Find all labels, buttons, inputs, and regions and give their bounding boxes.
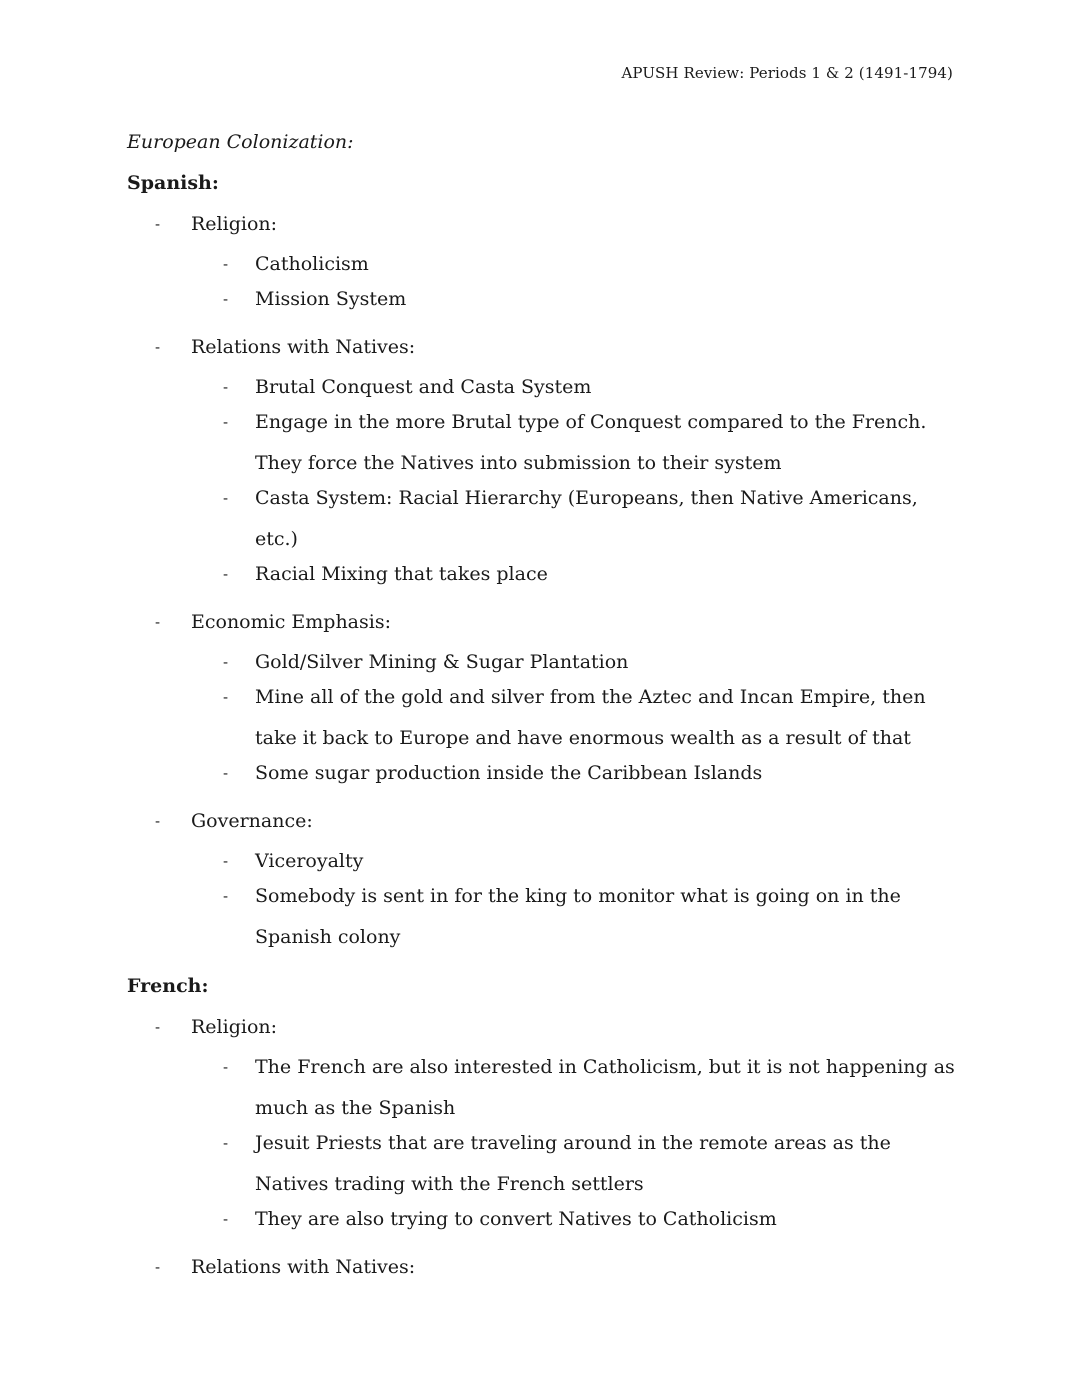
- list-item: [191, 554, 957, 596]
- topic-label: Relations with Natives:: [191, 1256, 416, 1278]
- topic-list-spanish: [127, 210, 957, 959]
- dash-bullet: -: [223, 289, 229, 308]
- dash-bullet: -: [223, 763, 229, 782]
- topic-label: Economic Emphasis:: [191, 611, 391, 633]
- item-list: [191, 244, 957, 320]
- topic-label: Relations with Natives:: [191, 336, 416, 358]
- topic-relations-with-natives: [127, 1253, 957, 1281]
- item-text: Engage in the more Brutal type of Conquest compared to the French. They force the Natives into submission to their system: [255, 410, 927, 474]
- section-title: European Colonization:: [127, 131, 354, 153]
- item-text: Viceroyalty: [255, 850, 364, 872]
- dash-bullet: -: [155, 812, 161, 830]
- item-list: [191, 841, 957, 959]
- list-item: [191, 279, 957, 321]
- list-item: [191, 1047, 957, 1130]
- dash-bullet: -: [223, 687, 229, 706]
- dash-bullet: -: [223, 886, 229, 905]
- dash-bullet: -: [155, 1017, 161, 1036]
- item-text: Gold/Silver Mining & Sugar Plantation: [255, 651, 629, 673]
- list-item: [191, 876, 957, 959]
- topic-governance: [127, 807, 957, 959]
- dash-bullet: -: [223, 1209, 229, 1228]
- item-text: Some sugar production inside the Caribbean Islands: [255, 761, 763, 784]
- item-list: [191, 642, 957, 794]
- item-text: Brutal Conquest and Casta System: [255, 376, 592, 398]
- dash-bullet: -: [155, 613, 161, 631]
- item-text: Racial Mixing that takes place: [255, 562, 548, 585]
- item-text: Jesuit Priests that are traveling around in the remote areas as the Natives trading with the French settlers: [255, 1131, 891, 1195]
- dash-bullet: -: [155, 1258, 161, 1276]
- dash-bullet: -: [155, 215, 161, 233]
- list-item: [191, 1199, 957, 1241]
- dash-bullet: -: [155, 338, 161, 356]
- item-text: Somebody is sent in for the king to monitor what is going on in the Spanish colony: [255, 884, 901, 948]
- list-item: [191, 1123, 957, 1206]
- topic-economic-emphasis: [127, 608, 957, 794]
- dash-bullet: -: [223, 1057, 229, 1076]
- group-title-spanish: Spanish:: [127, 172, 219, 194]
- page-header: APUSH Review: Periods 1 & 2 (1491-1794): [621, 64, 953, 82]
- topic-relations-with-natives: [127, 333, 957, 595]
- topic-religion: [127, 210, 957, 320]
- topic-label: Religion:: [191, 1015, 278, 1038]
- topic-religion: [127, 1013, 957, 1241]
- dash-bullet: -: [223, 255, 229, 273]
- dash-bullet: -: [223, 488, 229, 507]
- dash-bullet: -: [223, 378, 229, 396]
- item-text: They are also trying to convert Natives to Catholicism: [255, 1207, 777, 1230]
- dash-bullet: -: [223, 412, 229, 431]
- group-title-french: French:: [127, 974, 209, 997]
- dash-bullet: -: [223, 1133, 229, 1152]
- item-list: [191, 367, 957, 595]
- item-text: Catholicism: [255, 253, 369, 275]
- topic-label: Religion:: [191, 213, 278, 235]
- dash-bullet: -: [223, 852, 229, 870]
- item-text: The French are also interested in Catholicism, but it is not happening as much as the Spanish: [255, 1055, 955, 1119]
- item-list: [191, 1047, 957, 1241]
- dash-bullet: -: [223, 653, 229, 671]
- item-text: Casta System: Racial Hierarchy (Europeans, then Native Americans, etc.): [255, 486, 918, 550]
- list-item: [191, 402, 957, 485]
- item-text: Mission System: [255, 287, 407, 310]
- list-item: [191, 753, 957, 795]
- dash-bullet: -: [223, 564, 229, 583]
- document-body: [127, 128, 957, 1294]
- topic-label: Governance:: [191, 810, 313, 832]
- list-item: [191, 478, 957, 561]
- item-text: Mine all of the gold and silver from the Aztec and Incan Empire, then take it back to Europe and have enormous wealth as a result of that: [255, 685, 926, 749]
- topic-list-french: [127, 1013, 957, 1282]
- list-item: [191, 677, 957, 760]
